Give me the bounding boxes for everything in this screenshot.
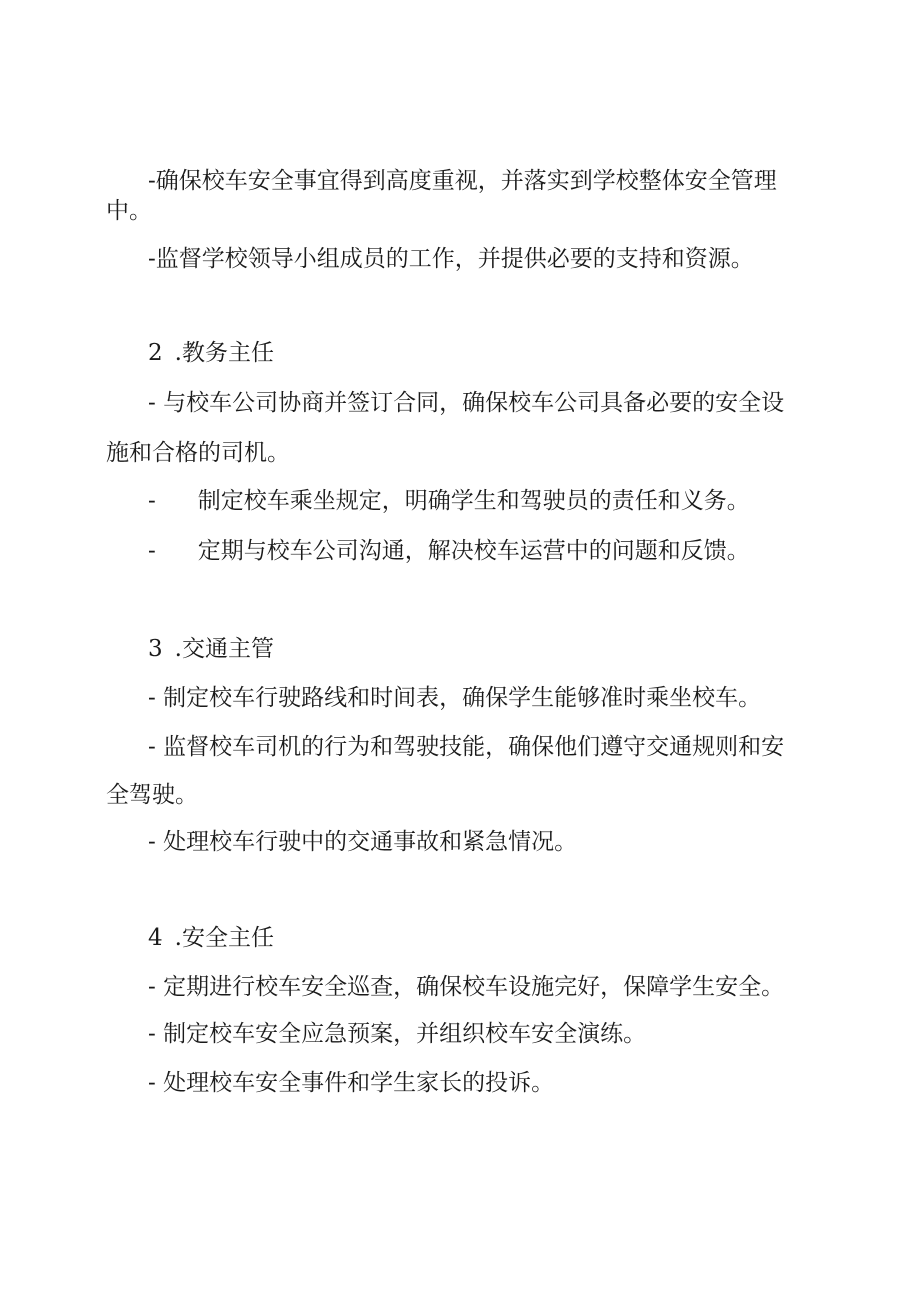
section-heading-traffic (148, 634, 274, 664)
section-number: 3 (148, 636, 163, 662)
intro-item-1-line-1: -确保校车安全事宜得到高度重视，并落实到学校整体安全管理 (148, 168, 777, 194)
traffic-item-3: - 处理校车行驶中的交通事故和紧急情况。 (148, 829, 578, 855)
intro-item-1-line-2: 中。 (106, 198, 152, 224)
list-dash: - (148, 488, 156, 514)
traffic-item-2-line-2: 全驾驶。 (106, 782, 198, 808)
academic-item-1-line-1: - 与校车公司协商并签订合同，确保校车公司具备必要的安全设 (148, 390, 785, 416)
section-title: .教务主任 (174, 340, 274, 366)
section-heading-academic (148, 338, 274, 368)
list-text: 制定校车乘坐规定，明确学生和驾驶员的责任和义务。 (197, 488, 750, 514)
traffic-item-1: - 制定校车行驶路线和时间表，确保学生能够准时乘坐校车。 (148, 685, 762, 711)
safety-item-2: - 制定校车安全应急预案，并组织校车安全演练。 (148, 1021, 647, 1047)
safety-item-1: - 定期进行校车安全巡查，确保校车设施完好，保障学生安全。 (148, 974, 785, 1000)
academic-item-3 (148, 536, 750, 566)
section-number: 2 (148, 340, 163, 366)
section-title: .安全主任 (174, 925, 274, 951)
list-text: 定期与校车公司沟通，解决校车运营中的问题和反馈。 (197, 538, 750, 564)
traffic-item-2-line-1: - 监督校车司机的行为和驾驶技能，确保他们遵守交通规则和安 (148, 734, 785, 760)
academic-item-1-line-2: 施和合格的司机。 (106, 440, 290, 466)
section-number: 4 (148, 925, 163, 951)
section-heading-safety (148, 923, 274, 953)
safety-item-3: - 处理校车安全事件和学生家长的投诉。 (148, 1070, 555, 1096)
intro-item-2: -监督学校领导小组成员的工作，并提供必要的支持和资源。 (148, 246, 754, 272)
list-dash: - (148, 538, 156, 564)
section-title: .交通主管 (174, 636, 274, 662)
academic-item-2 (148, 486, 750, 516)
